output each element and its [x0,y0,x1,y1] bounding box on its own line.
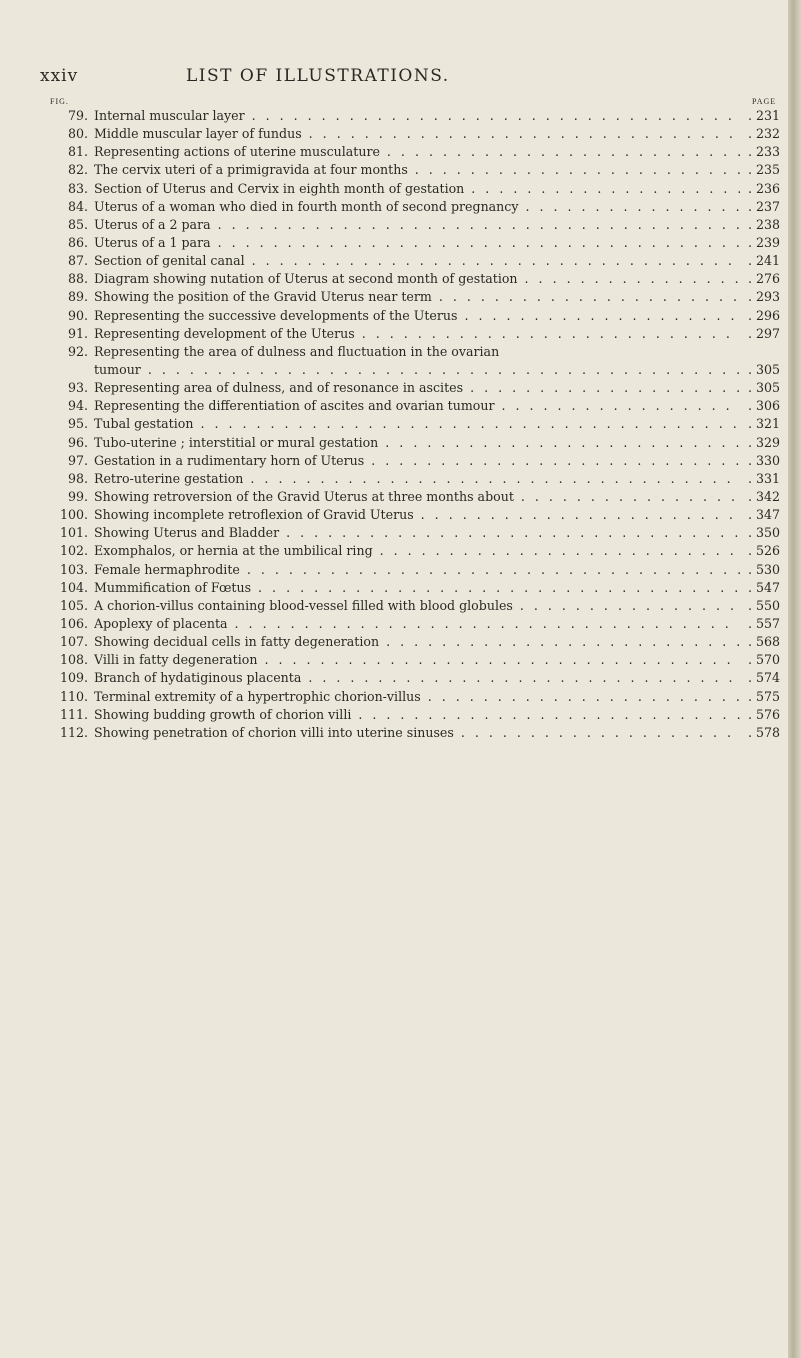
list-item [40,633,780,651]
list-item [40,143,780,161]
figure-title: Middle muscular layer of fundus . . . [94,125,740,143]
figure-title: Branch of hydatiginous placenta . . . [94,669,740,687]
page-ref: . 305 [740,361,780,379]
page-column-header: PAGE [752,97,777,106]
list-item [40,434,780,452]
list-item [40,669,780,687]
page-ref: . 293 [740,288,780,306]
page-ref: . 236 [740,180,780,198]
figure-number: 109. [59,670,88,686]
list-item [40,107,780,125]
page-ref: . 331 [740,470,780,488]
figure-number: 105. [59,597,88,613]
page-number: xxiv [40,66,79,86]
list-item [40,706,780,724]
figure-number: 93. [67,380,88,396]
page-ref: . 347 [740,506,780,524]
list-item [40,234,780,252]
figure-title: Representing actions of uterine musculature . . . [94,143,740,161]
list-item [40,252,780,270]
page-title: LIST OF ILLUSTRATIONS. [186,66,450,86]
figure-number: 81. [67,144,88,160]
page-ref: . 570 [740,651,780,669]
figure-title: Showing penetration of chorion villi into uterine sinuses . . . [94,724,740,742]
list-item [40,524,780,542]
figure-title: Representing development of the Uterus . . . [94,325,740,343]
figure-title: tumour . . . [94,361,740,379]
list-item [40,615,780,633]
figure-title: Villi in fatty degeneration . . . [94,651,740,669]
page-edge [788,0,801,1358]
figure-number: 94. [67,398,88,414]
figure-title: Retro-uterine gestation . . . [94,470,740,488]
list-item [40,651,780,669]
list-item [40,506,780,524]
list-item [40,597,780,615]
figure-number: 95. [67,416,88,432]
page-ref: . 232 [740,125,780,143]
figure-number: 108. [59,652,88,668]
figure-number: 82. [67,162,88,178]
figure-number: 83. [67,180,88,196]
page-header [40,66,600,90]
figure-number: 112. [59,724,88,740]
figure-title: Representing area of dulness, and of resonance in ascites . . . [94,379,740,397]
list-item [40,198,780,216]
page-ref: . 329 [740,434,780,452]
list-item [40,452,780,470]
figure-number: 97. [67,452,88,468]
figure-number: 104. [59,579,88,595]
figure-number: 96. [67,434,88,450]
page-ref: . 574 [740,669,780,687]
figure-title: Gestation in a rudimentary horn of Uterus . . . [94,452,740,470]
figure-title: Diagram showing nutation of Uterus at second month of gestation . . . [94,270,740,288]
page-ref: . 321 [740,415,780,433]
list-item [40,361,780,379]
list-item [40,288,780,306]
figure-number: 111. [59,706,88,722]
figure-title: Showing budding growth of chorion villi . . . [94,706,740,724]
page-ref: . 575 [740,688,780,706]
figure-number: 87. [67,253,88,269]
page-ref: . 231 [740,107,780,125]
figure-number: 85. [67,216,88,232]
figure-title: Internal muscular layer . . . [94,107,740,125]
figure-title: Representing the area of dulness and fluctuation in the ovarian [94,343,500,359]
list-item [40,579,780,597]
figure-number: 110. [59,688,88,704]
figure-number: 98. [67,470,88,486]
page-ref: . 350 [740,524,780,542]
figure-title: Exomphalos, or hernia at the umbilical ring . . . [94,542,740,560]
figure-number: 89. [67,289,88,305]
list-item [40,542,780,560]
page-ref: . 276 [740,270,780,288]
figure-number: 106. [59,615,88,631]
figure-title: Showing incomplete retroflexion of Gravid Uterus . . . [94,506,740,524]
list-item [40,561,780,579]
figure-title: Section of Uterus and Cervix in eighth month of gestation . . . [94,180,740,198]
figure-title: Female hermaphrodite . . . [94,561,740,579]
page-ref: . 576 [740,706,780,724]
page-ref: . 330 [740,452,780,470]
page-ref: . 239 [740,234,780,252]
page-ref: . 235 [740,161,780,179]
list-item [40,379,780,397]
fig-column-header: FIG. [50,97,69,106]
page-ref: . 578 [740,724,780,742]
figure-title: Representing the differentiation of ascites and ovarian tumour . . . [94,397,740,415]
list-item [40,397,780,415]
figure-title: Uterus of a 2 para . . . [94,216,740,234]
page-ref: . 342 [740,488,780,506]
page-ref: . 241 [740,252,780,270]
page-ref: . 568 [740,633,780,651]
figure-title: Section of genital canal . . . [94,252,740,270]
page-ref: . 296 [740,307,780,325]
figure-title: Showing the position of the Gravid Uterus near term . . . [94,288,740,306]
list-item [40,415,780,433]
page-ref: . 306 [740,397,780,415]
figure-number: 102. [59,543,88,559]
list-item [40,688,780,706]
list-item [40,325,780,343]
list-item [40,343,780,361]
figure-title: Tubal gestation . . . [94,415,740,433]
list-item [40,270,780,288]
figure-title: Showing retroversion of the Gravid Uterus at three months about . . . [94,488,740,506]
figure-title: Terminal extremity of a hypertrophic chorion-villus . . . [94,688,740,706]
figure-number: 80. [67,126,88,142]
list-item [40,125,780,143]
figure-number: 100. [59,507,88,523]
figure-number: 90. [67,307,88,323]
figure-title: A chorion-villus containing blood-vessel filled with blood globules . . . [94,597,740,615]
figure-title: The cervix uteri of a primigravida at four months . . . [94,161,740,179]
list-item [40,307,780,325]
figure-title: Uterus of a 1 para . . . [94,234,740,252]
page-ref: . 305 [740,379,780,397]
figure-number: 107. [59,634,88,650]
figure-title: Showing decidual cells in fatty degeneration . . . [94,633,740,651]
page-ref: . 297 [740,325,780,343]
figure-title: Tubo-uterine ; interstitial or mural gestation . . . [94,434,740,452]
figure-number: 79. [67,108,88,123]
figure-number: 101. [59,525,88,541]
list-item [40,216,780,234]
list-item [40,470,780,488]
page-ref: . 237 [740,198,780,216]
figure-number: 99. [67,488,88,504]
page-ref: . 547 [740,579,780,597]
figure-title: Uterus of a woman who died in fourth month of second pregnancy . . . [94,198,740,216]
page-ref: . 233 [740,143,780,161]
page-ref: . 557 [740,615,780,633]
list-item [40,180,780,198]
figure-number: 88. [67,271,88,287]
page-ref: . 526 [740,542,780,560]
list-item [40,161,780,179]
illustrations-list [40,107,780,742]
figure-title: Apoplexy of placenta . . . [94,615,740,633]
figure-number: 103. [59,561,88,577]
figure-number: 86. [67,234,88,250]
list-item [40,488,780,506]
figure-title: Showing Uterus and Bladder . . . [94,524,740,542]
page-ref: . 238 [740,216,780,234]
figure-title: Representing the successive developments of the Uterus . . . [94,307,740,325]
page-ref: . 550 [740,597,780,615]
list-item [40,724,780,742]
figure-number: 91. [67,325,88,341]
figure-number: 84. [67,198,88,214]
figure-title: Mummification of Fœtus . . . [94,579,740,597]
figure-number: 92. [67,343,88,359]
page-ref: . 530 [740,561,780,579]
